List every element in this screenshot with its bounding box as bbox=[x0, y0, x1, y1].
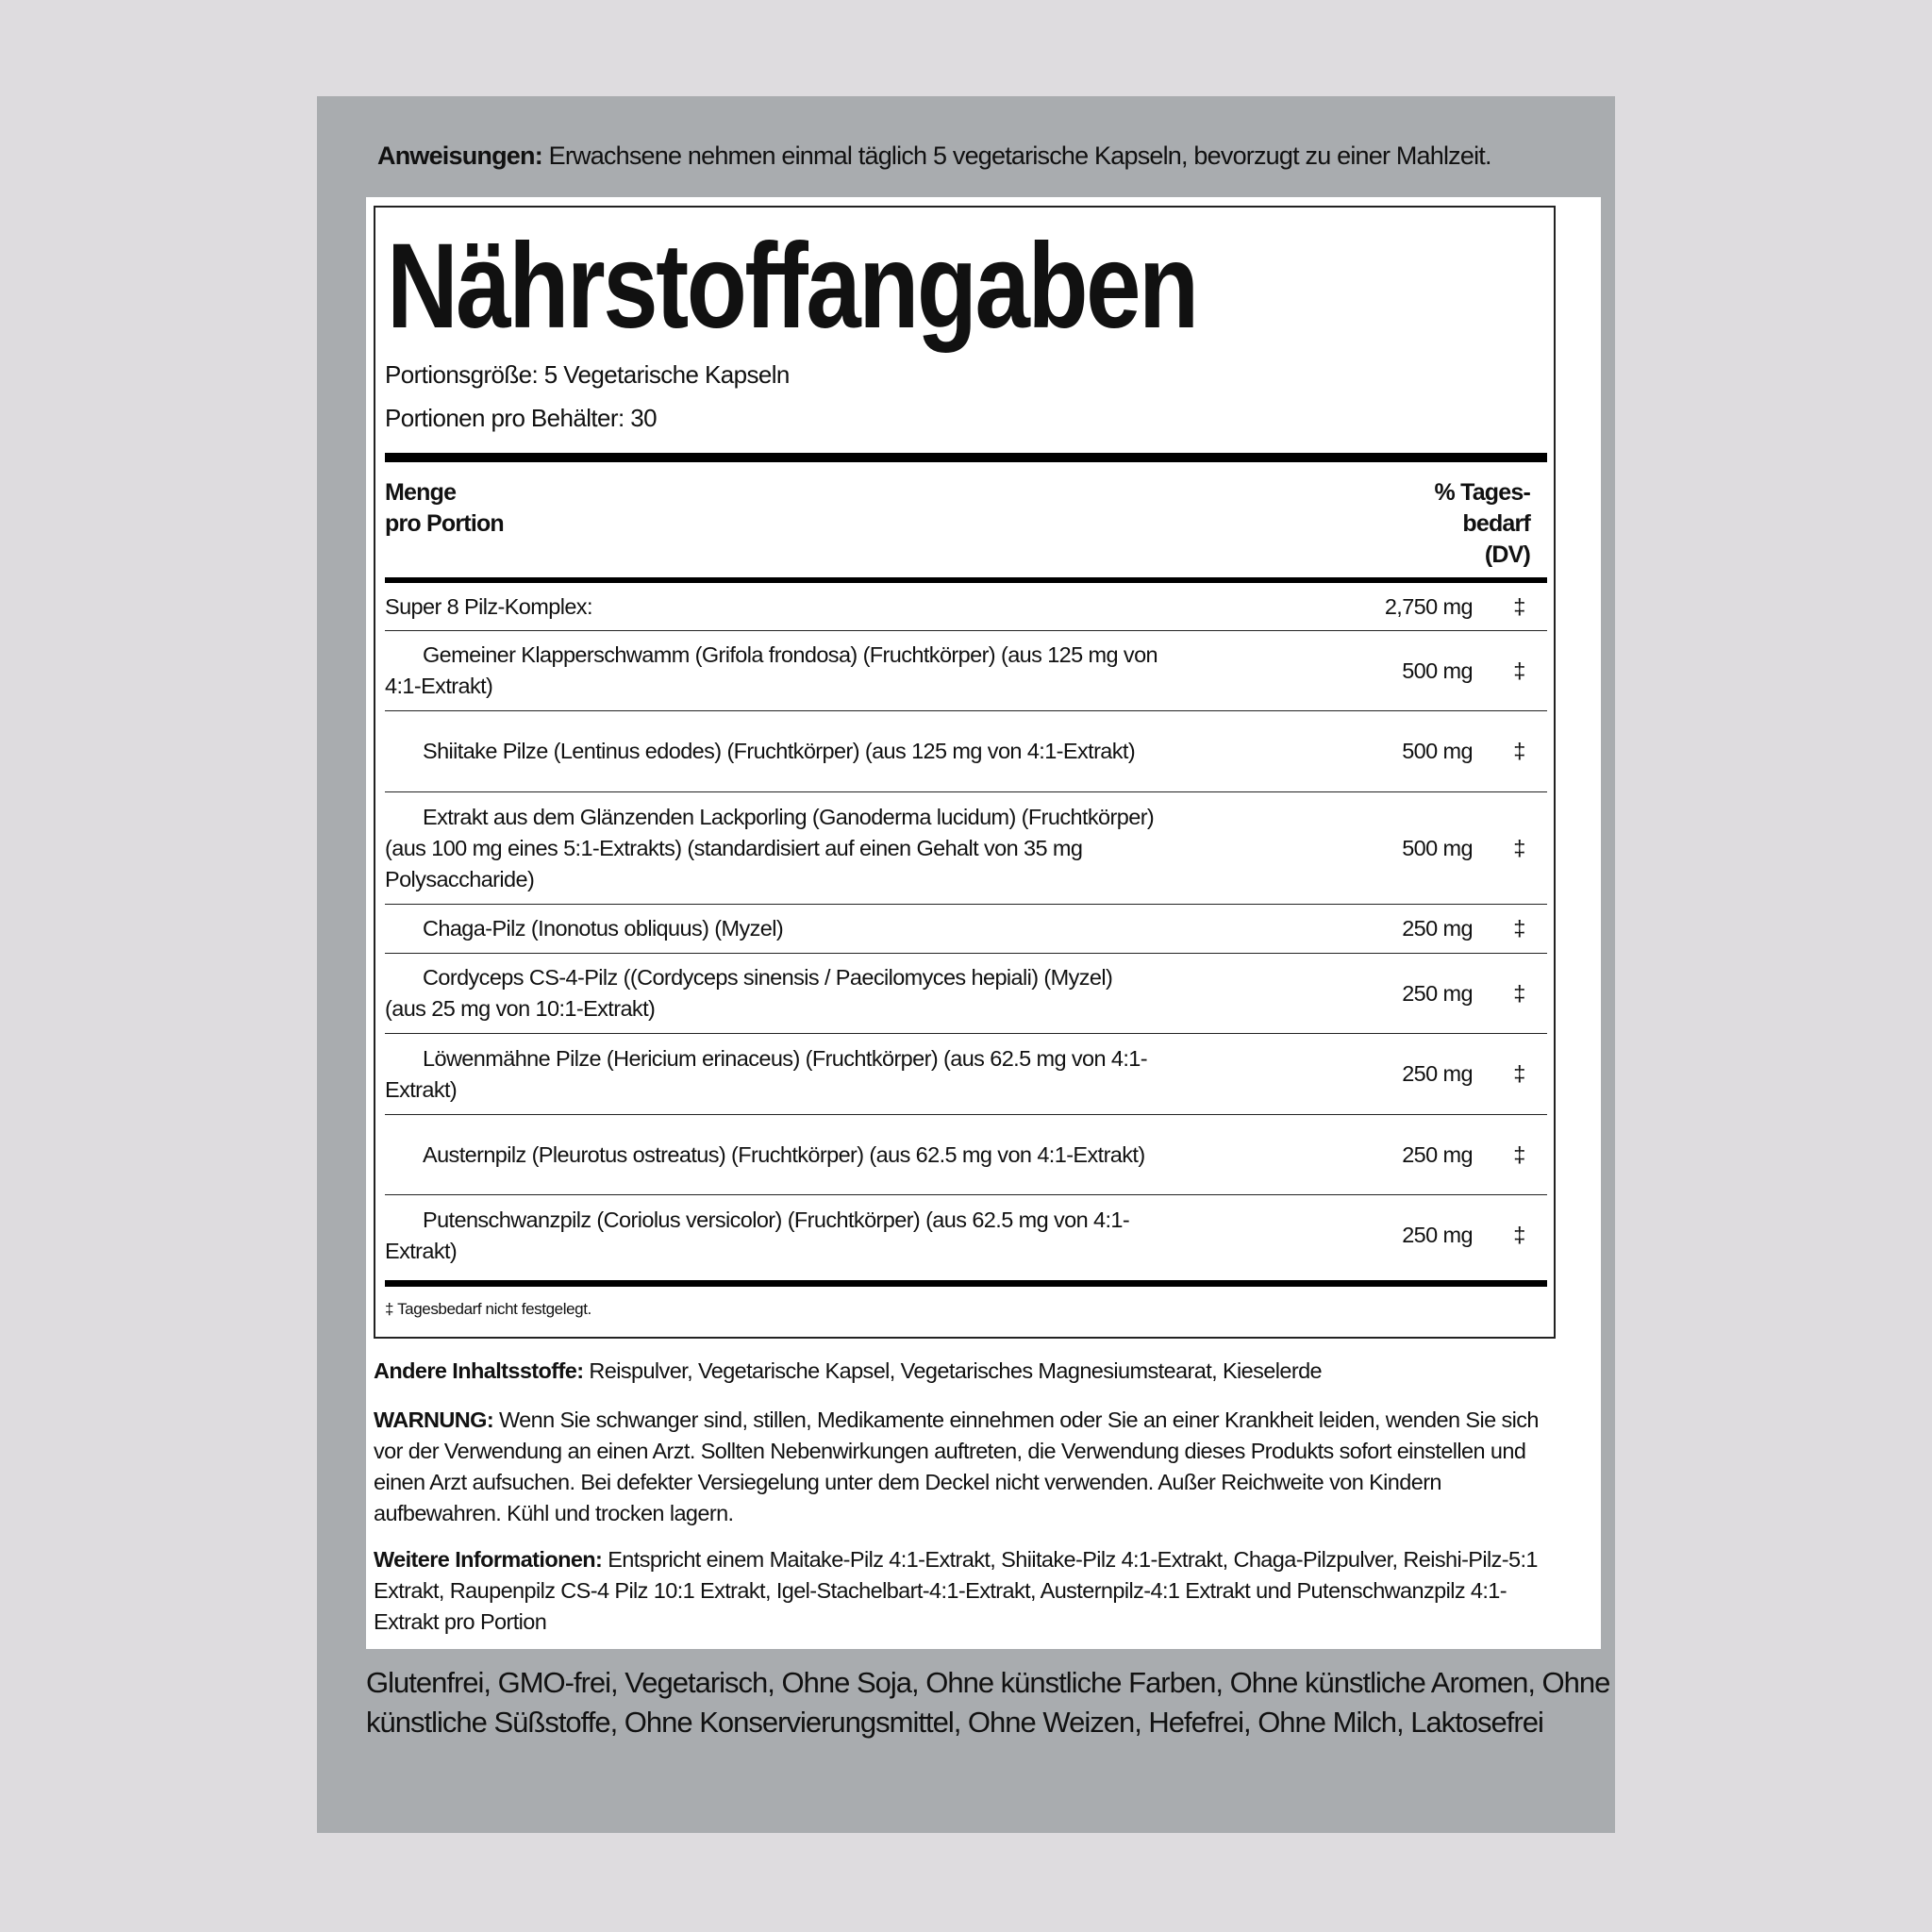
table-row bbox=[385, 792, 1547, 905]
ingredient-dv: ‡ bbox=[1513, 916, 1525, 941]
ingredient-amount: 250 mg bbox=[1402, 1223, 1473, 1247]
table-row bbox=[385, 1115, 1547, 1195]
table-header bbox=[385, 477, 1547, 568]
header-amount-1: Menge bbox=[385, 479, 457, 506]
warning-text: Wenn Sie schwanger sind, stillen, Medikamente einnehmen oder Sie an einer Krankheit leiden, wenden Sie sich vor der Verwendung an einen Arzt. Sollten Nebenwirkungen auftreten, die Verwendung dieses Produkts sofort einstellen und einen Arzt aufsuchen. Bei defekter Versiegelung unter dem Deckel nicht verwenden. Außer Reichweite von Kindern aufbewahren. Kühl und trocken lagern. bbox=[374, 1407, 1539, 1525]
ingredient-name: Löwenmähne Pilze (Hericium erinaceus) (Fruchtkörper) (aus 62.5 mg von 4:1-Extrakt) bbox=[385, 1045, 1147, 1102]
ingredient-amount: 2,750 mg bbox=[1384, 593, 1473, 619]
serving-size: Portionsgröße: 5 Vegetarische Kapseln bbox=[385, 360, 790, 389]
table-row bbox=[385, 583, 1547, 631]
ingredient-amount: 250 mg bbox=[1402, 916, 1473, 941]
ingredient-name: Cordyceps CS-4-Pilz ((Cordyceps sinensis / Paecilomyces hepiali) (Myzel) (aus 25 mg von 10:1-Extrakt) bbox=[385, 965, 1113, 1021]
ingredient-amount: 250 mg bbox=[1402, 1061, 1473, 1086]
table-row bbox=[385, 905, 1547, 954]
ingredient-name: Shiitake Pilze (Lentinus edodes) (Fruchtkörper) (aus 125 mg von 4:1-Extrakt) bbox=[423, 739, 1136, 763]
ingredient-dv: ‡ bbox=[1513, 593, 1525, 619]
ingredient-amount: 500 mg bbox=[1402, 835, 1473, 860]
thick-divider bbox=[385, 453, 1547, 462]
table-row bbox=[385, 954, 1547, 1034]
ingredient-dv: ‡ bbox=[1513, 980, 1525, 1006]
header-dv-1: % Tages- bbox=[1434, 479, 1530, 506]
other-text: Reispulver, Vegetarische Kapsel, Vegetarisches Magnesiumstearat, Kieselerde bbox=[583, 1358, 1323, 1383]
header-dv-3: (DV) bbox=[1484, 541, 1530, 568]
facts-title: Nährstoffangaben bbox=[387, 219, 1197, 354]
ingredient-dv: ‡ bbox=[1513, 1141, 1525, 1167]
directions-label: Anweisungen: bbox=[377, 142, 542, 170]
directions bbox=[377, 142, 1491, 171]
header-amount-2: pro Portion bbox=[385, 510, 504, 537]
ingredient-amount: 500 mg bbox=[1402, 739, 1473, 763]
more-info bbox=[374, 1544, 1562, 1638]
servings-per-container: Portionen pro Behälter: 30 bbox=[385, 404, 657, 432]
table-row bbox=[385, 711, 1547, 792]
ingredient-amount: 250 mg bbox=[1402, 1141, 1473, 1167]
ingredient-dv: ‡ bbox=[1513, 739, 1525, 763]
table-row bbox=[385, 1195, 1547, 1275]
header-dv-2: bedarf bbox=[1462, 510, 1530, 537]
warning bbox=[374, 1405, 1562, 1529]
ingredient-dv: ‡ bbox=[1513, 658, 1525, 683]
ingredient-dv: ‡ bbox=[1513, 1223, 1525, 1247]
ingredient-name: Putenschwanzpilz (Coriolus versicolor) (Fruchtkörper) (aus 62.5 mg von 4:1-Extrakt) bbox=[385, 1207, 1130, 1263]
ingredient-amount: 250 mg bbox=[1402, 980, 1473, 1006]
other-label: Andere Inhaltsstoffe: bbox=[374, 1358, 584, 1383]
supplement-facts-box bbox=[374, 206, 1556, 1339]
ingredient-name: Extrakt aus dem Glänzenden Lackporling (Ganoderma lucidum) (Fruchtkörper) (aus 100 mg eines 5:1-Extrakts) (standardisiert auf einen Gehalt von 35 mg Polysaccharide) bbox=[385, 804, 1155, 891]
more-text: Entspricht einem Maitake-Pilz 4:1-Extrakt, Shiitake-Pilz 4:1-Extrakt, Chaga-Pilzpulver, Reishi-Pilz-5:1 Extrakt, Raupenpilz CS-4 Pilz 10:1 Extrakt, Igel-Stachelbart-4:1-Extrakt, Austernpilz-4:1 Extrakt und Putenschwanzpilz 4:1-Extrakt pro Portion bbox=[374, 1547, 1538, 1634]
thick-divider bbox=[385, 1280, 1547, 1287]
ingredient-dv: ‡ bbox=[1513, 1061, 1525, 1086]
product-claims: Glutenfrei, GMO-frei, Vegetarisch, Ohne Soja, Ohne künstliche Farben, Ohne künstliche Aromen, Ohne künstliche Süßstoffe, Ohne Konservierungsmittel, Ohne Weizen, Hefefrei, Ohne Milch, Laktosefrei bbox=[366, 1666, 1610, 1739]
directions-text: Erwachsene nehmen einmal täglich 5 vegetarische Kapseln, bevorzugt zu einer Mahlzeit. bbox=[541, 142, 1491, 170]
ingredient-name: Austernpilz (Pleurotus ostreatus) (Fruchtkörper) (aus 62.5 mg von 4:1-Extrakt) bbox=[423, 1141, 1145, 1167]
ingredient-name: Chaga-Pilz (Inonotus obliquus) (Myzel) bbox=[423, 916, 784, 941]
ingredient-name: Super 8 Pilz-Komplex: bbox=[385, 593, 592, 619]
ingredient-amount: 500 mg bbox=[1402, 658, 1473, 683]
ingredient-rows bbox=[385, 583, 1547, 1275]
table-row bbox=[385, 631, 1547, 711]
more-label: Weitere Informationen: bbox=[374, 1547, 603, 1572]
table-row bbox=[385, 1034, 1547, 1115]
ingredient-name: Gemeiner Klapperschwamm (Grifola frondosa) (Fruchtkörper) (aus 125 mg von 4:1-Extrakt) bbox=[385, 642, 1158, 698]
other-ingredients bbox=[374, 1356, 1562, 1387]
ingredient-dv: ‡ bbox=[1513, 835, 1525, 860]
footnote: ‡ Tagesbedarf nicht festgelegt. bbox=[385, 1300, 591, 1318]
warning-label: WARNUNG: bbox=[374, 1407, 494, 1432]
